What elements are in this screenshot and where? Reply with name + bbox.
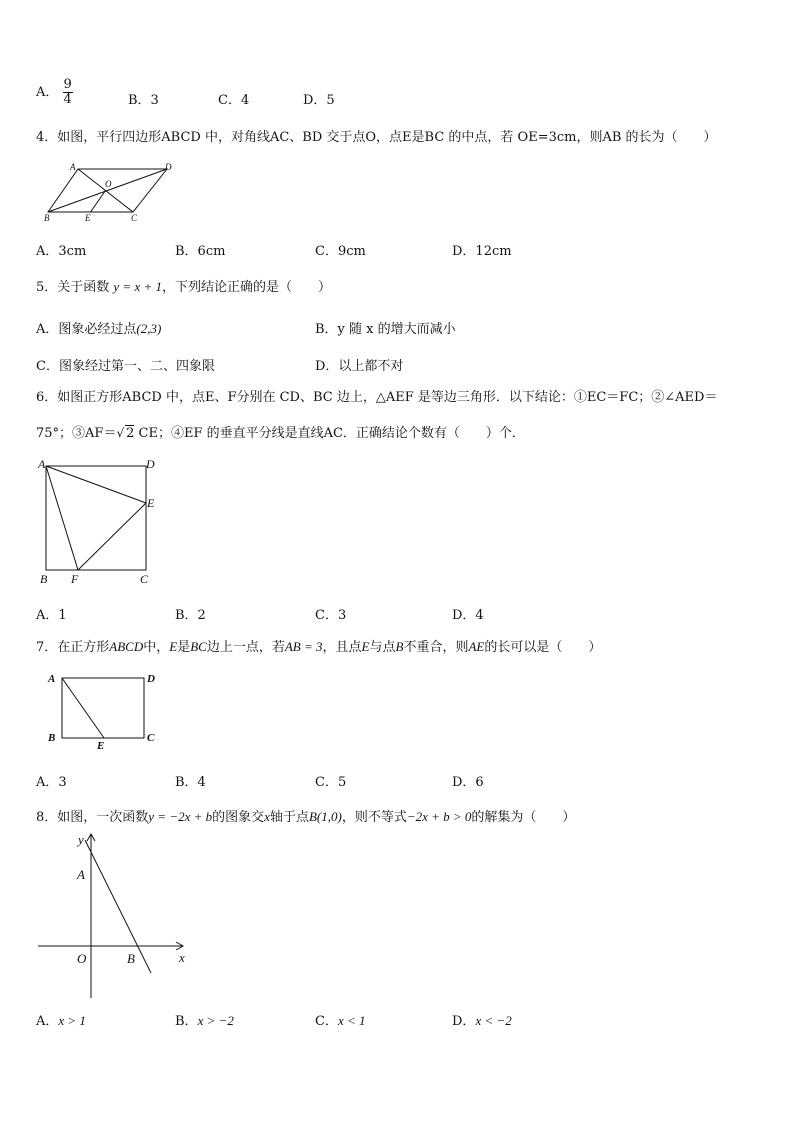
label-o: O — [77, 951, 87, 966]
q8-text: 8．如图，一次函数y = −2x + b的图象交x轴于点B(1,0)，则不等式−2x + b > 0的解集为（ ） — [36, 809, 576, 825]
q4-option-c: C．9cm — [315, 244, 366, 259]
q4-option-d: D．12cm — [452, 244, 512, 259]
q6-option-a: A．1 — [36, 608, 67, 623]
segment-ae — [46, 466, 146, 503]
label-d: D — [165, 162, 172, 172]
label-b: B — [127, 951, 135, 966]
q7-option-a: A．3 — [36, 775, 67, 790]
q5-option-b: B．y 随 x 的增大而减小 — [315, 322, 456, 337]
q5-option-c: C．图象经过第一、二、四象限 — [36, 359, 215, 374]
q8-figure — [34, 828, 194, 1000]
function-line — [85, 840, 151, 973]
label-e: E — [147, 496, 155, 510]
label-e: E — [97, 740, 105, 752]
q5-option-a: A．图象必经过点(2,3) — [36, 321, 162, 337]
q7-figure — [44, 670, 164, 752]
label-d: D — [147, 673, 155, 685]
fraction: $\frac{9}{4}$ — [63, 77, 72, 107]
label-b: B — [40, 572, 48, 586]
q8-option-b: B．x > −2 — [175, 1013, 234, 1029]
label-a: A — [77, 867, 85, 882]
q4-option-a: A．3cm — [36, 244, 87, 259]
q8-option-a: A．x > 1 — [36, 1013, 86, 1029]
q7-text: 7．在正方形ABCD中，E是BC边上一点，若AB = 3，且点E与点B不重合，则AE的长可以是（ ） — [36, 639, 602, 655]
q6-text-line2: 75°；③AF＝√ 2 CE；④EF 的垂直平分线是直线AC．正确结论个数有（ ）个． — [36, 426, 525, 441]
label-c: C — [140, 572, 149, 586]
label-b: B — [48, 732, 56, 744]
q5-option-d: D．以上都不对 — [315, 359, 404, 374]
label-c: C — [131, 213, 138, 223]
q7-option-c: C．5 — [315, 775, 347, 790]
q6-text-line1: 6．如图正方形ABCD 中，点E、F分别在 CD、BC 边上，△AEF 是等边三角形．以下结论：①EC＝FC；②∠AED＝ — [36, 390, 718, 405]
q3-option-b: B．3 — [128, 93, 159, 108]
label-b: B — [44, 213, 50, 223]
q7-option-b: B．4 — [175, 775, 206, 790]
label-d: D — [146, 457, 155, 471]
segment-af — [46, 466, 78, 570]
square — [62, 678, 144, 738]
q3-option-c: C．4 — [218, 93, 250, 108]
q3-option-d: D．5 — [303, 93, 335, 108]
q4-option-b: B．6cm — [175, 244, 226, 259]
q4-figure — [40, 160, 180, 226]
label-a: A — [38, 457, 46, 471]
q6-option-c: C．3 — [315, 608, 347, 623]
q6-option-b: B．2 — [175, 608, 206, 623]
label-o: O — [105, 179, 112, 189]
q6-figure — [36, 456, 166, 588]
label-a: A — [48, 673, 56, 685]
q8-option-c: C．x < 1 — [315, 1013, 366, 1029]
q5-text: 5．关于函数 y = x + 1，下列结论正确的是（ ） — [36, 279, 332, 295]
q7-option-d: D．6 — [452, 775, 484, 790]
q8-option-d: D．x < −2 — [452, 1013, 512, 1029]
q3-option-a: A． $\frac{9}{4}$ — [36, 77, 72, 107]
label-x: x — [179, 950, 185, 965]
label-f: F — [71, 572, 79, 586]
q6-option-d: D．4 — [452, 608, 484, 623]
label-c: C — [147, 732, 155, 744]
diagonal-bd — [48, 169, 167, 212]
label-y: y — [78, 832, 84, 847]
segment-ef — [78, 503, 146, 570]
q4-text: 4．如图，平行四边形ABCD 中，对角线AC、BD 交于点O，点E是BC 的中点，若 OE=3cm，则AB 的长为（ ） — [36, 130, 717, 145]
label-e: E — [85, 213, 91, 223]
segment-ae — [62, 678, 104, 738]
label-a: A — [70, 162, 76, 172]
